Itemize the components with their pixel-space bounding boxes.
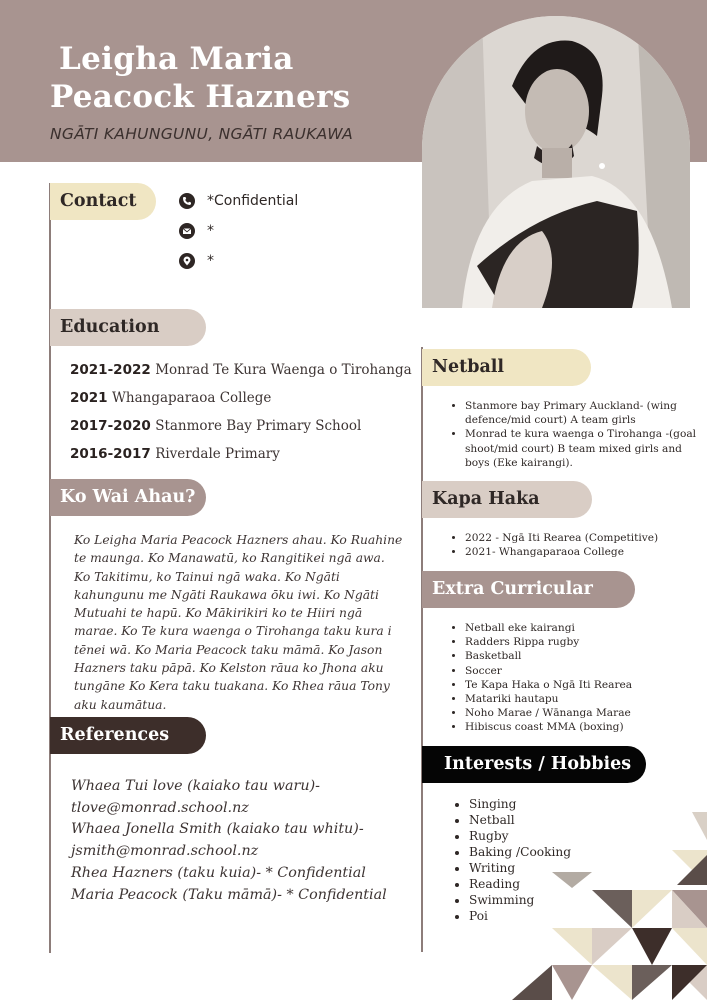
extra-curricular-item: • Matariki hautapu: [465, 692, 701, 706]
right-column-divider: [421, 347, 423, 952]
netball-heading: Netball: [422, 349, 591, 386]
reference-line: Whaea Tui love (kaiako tau waru)-: [71, 778, 320, 794]
education-heading: Education: [50, 309, 206, 346]
contact-location: [179, 253, 214, 269]
interest-item: • Reading: [469, 876, 629, 892]
extra-curricular-item: • Soccer: [465, 664, 701, 678]
interest-item: • Rugby: [469, 828, 629, 844]
contact-email: [179, 223, 214, 239]
extra-curricular-heading: Extra Curricular: [422, 571, 635, 608]
email-icon: [179, 223, 195, 239]
kapa-haka-item: • 2022 - Ngā Iti Rearea (Competitive): [465, 531, 701, 545]
education-list: [70, 358, 412, 470]
netball-list: [449, 399, 701, 470]
phone-icon: [179, 193, 195, 209]
education-item: 2017-2020 Stanmore Bay Primary School: [70, 418, 362, 434]
candidate-name: Leigha Maria Peacock Hazners: [50, 41, 351, 115]
extra-curricular-item: • Noho Marae / Wānanga Marae: [465, 706, 701, 720]
references-list: [71, 776, 411, 906]
reference-line: Rhea Hazners (taku kuia)- * Confidential: [71, 864, 366, 881]
interests-heading: Interests / Hobbies: [422, 746, 646, 783]
contact-phone: [179, 193, 298, 209]
left-column-divider: [49, 183, 51, 953]
reference-line: Maria Peacock (Taku māmā)- * Confidential: [71, 886, 387, 903]
portrait-photo-icon: [422, 16, 690, 308]
references-heading: References: [50, 717, 206, 754]
extra-curricular-item: • Te Kapa Haka o Ngā Iti Rearea: [465, 678, 701, 692]
geometric-triangle-pattern-icon: [512, 810, 707, 1000]
extra-curricular-list: [449, 621, 701, 735]
kapa-haka-list: [449, 531, 701, 559]
reference-line: jsmith@monrad.school.nz: [71, 843, 259, 860]
interest-item: • Poi: [469, 908, 629, 924]
reference-line: Whaea Jonella Smith (kaiako tau whitu)-: [71, 821, 364, 838]
contact-phone-text: *Confidential: [207, 193, 299, 209]
interest-item: • Swimming: [469, 892, 629, 908]
ko-wai-ahau-heading: Ko Wai Ahau?: [50, 479, 206, 516]
contact-email-text: *: [207, 223, 214, 239]
interest-item: • Singing: [469, 796, 629, 812]
netball-item: • Stanmore bay Primary Auckland- (wing defence/mid court) A team girls: [465, 399, 701, 427]
location-icon: [179, 253, 195, 269]
contact-location-text: *: [207, 253, 214, 269]
kapa-haka-item: • 2021- Whangaparaoa College: [465, 545, 701, 559]
contact-heading: Contact: [50, 183, 156, 220]
interest-item: • Netball: [469, 812, 629, 828]
profile-photo: [422, 16, 690, 308]
kapa-haka-heading: Kapa Haka: [422, 481, 592, 518]
extra-curricular-item: • Netball eke kairangi: [465, 621, 701, 635]
education-item: 2021 Whangaparaoa College: [70, 390, 272, 406]
extra-curricular-item: • Radders Rippa rugby: [465, 635, 701, 649]
netball-item: • Monrad te kura waenga o Tirohanga -(goal shoot/mid court) B team mixed girls and boys (Eke kairangi).: [465, 427, 701, 470]
reference-line: tlove@monrad.school.nz: [71, 799, 249, 816]
interest-item: • Baking /Cooking: [469, 844, 629, 860]
interest-item: • Writing: [469, 860, 629, 876]
education-item: 2021-2022 Monrad Te Kura Waenga o Tirohanga: [70, 362, 412, 378]
extra-curricular-item: • Hibiscus coast MMA (boxing): [465, 720, 701, 734]
ko-wai-ahau-text: Ko Leigha Maria Peacock Hazners ahau. Ko Ruahine te maunga. Ko Manawatū, ko Rangitikei ngā awa. Ko Takitimu, ko Tainui ngā waka. Ko Ngāti kahungunu me Ngāti Raukawa ōku iwi. Ko Ngāti Mutuahi te hapū. Ko Mākirikiri ko te Hiiri ngā marae. Ko Te kura waenga o Tirohanga taku kura i tēnei wā. Ko Maria Peacock taku māmā. Ko Jason Hazners taku pāpā. Ko Kelston rāua ko Jhona aku tungāne Ko Kera taku tuakana. Ko Rhea rāua Tony aku kaumātua.: [74, 533, 403, 712]
extra-curricular-item: • Basketball: [465, 649, 701, 663]
iwi-affiliation: NGĀTI KAHUNGUNU, NGĀTI RAUKAWA: [50, 125, 353, 143]
education-item: 2016-2017 Riverdale Primary: [70, 446, 280, 462]
